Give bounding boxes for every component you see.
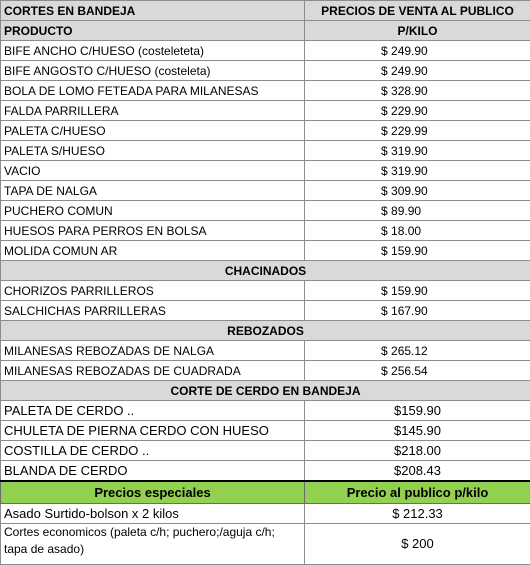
price-amount: 265.12 <box>391 343 428 358</box>
product-column-title: PRODUCTO <box>1 21 305 41</box>
product-name: MILANESAS REBOZADAS DE CUADRADA <box>1 361 305 381</box>
table-row <box>1 101 530 121</box>
product-name: CHORIZOS PARRILLEROS <box>1 281 305 301</box>
table-row <box>1 181 530 201</box>
product-name: Cortes economicos (paleta c/h; puchero;/aguja c/h; tapa de asado) <box>1 524 305 565</box>
price-amount: 309.90 <box>391 183 428 198</box>
table-row <box>1 221 530 241</box>
table-row <box>1 341 530 361</box>
product-price: $218.00 <box>305 441 530 461</box>
price-value <box>381 184 461 198</box>
price-amount: 249.90 <box>391 63 428 78</box>
table-row <box>1 401 530 421</box>
product-name: PALETA S/HUESO <box>1 141 305 161</box>
product-name: PALETA DE CERDO .. <box>1 401 305 421</box>
price-amount: 89.90 <box>391 203 422 218</box>
table-row <box>1 361 530 381</box>
price-amount: 229.99 <box>391 123 428 138</box>
product-name: COSTILLA DE CERDO .. <box>1 441 305 461</box>
table-row <box>1 161 530 181</box>
table-row <box>1 281 530 301</box>
currency-symbol: $ <box>381 63 388 78</box>
price-amount: 159.90 <box>391 243 428 258</box>
currency-symbol: $ <box>381 243 388 258</box>
product-name: MOLIDA COMUN AR <box>1 241 305 261</box>
special-title: Precios especiales <box>1 481 305 504</box>
section-header-row <box>1 321 530 341</box>
price-amount: 319.90 <box>391 163 428 178</box>
product-price <box>305 61 530 81</box>
currency-symbol: $ <box>381 43 388 58</box>
price-value <box>381 304 461 318</box>
product-name: PALETA C/HUESO <box>1 121 305 141</box>
product-price: $ 200 <box>305 524 530 565</box>
table-row <box>1 421 530 441</box>
product-name: Asado Surtido-bolson x 2 kilos <box>1 504 305 524</box>
currency-symbol: $ <box>381 163 388 178</box>
price-value <box>381 164 461 178</box>
price-amount: 18.00 <box>391 223 422 238</box>
price-amount: 167.90 <box>391 303 428 318</box>
price-value <box>381 284 461 298</box>
product-name: PUCHERO COMUN <box>1 201 305 221</box>
currency-symbol: $ <box>381 83 388 98</box>
product-name: SALCHICHAS PARRILLERAS <box>1 301 305 321</box>
product-name: TAPA DE NALGA <box>1 181 305 201</box>
product-price: $ 212.33 <box>305 504 530 524</box>
table-row <box>1 524 530 565</box>
special-header-row <box>1 481 530 504</box>
header-row <box>1 21 530 41</box>
price-value <box>381 244 461 258</box>
product-price <box>305 161 530 181</box>
product-price <box>305 301 530 321</box>
product-name: FALDA PARRILLERA <box>1 101 305 121</box>
price-amount: 319.90 <box>391 143 428 158</box>
product-price <box>305 101 530 121</box>
product-price <box>305 201 530 221</box>
currency-symbol: $ <box>381 143 388 158</box>
product-price <box>305 281 530 301</box>
price-value <box>381 204 461 218</box>
currency-symbol: $ <box>381 203 388 218</box>
product-price: $208.43 <box>305 461 530 482</box>
price-amount: 159.90 <box>391 283 428 298</box>
section-title: CORTE DE CERDO EN BANDEJA <box>1 381 530 401</box>
currency-symbol: $ <box>381 363 388 378</box>
table-row <box>1 201 530 221</box>
product-name: VACIO <box>1 161 305 181</box>
price-value <box>381 144 461 158</box>
table-row <box>1 301 530 321</box>
product-name: BIFE ANCHO C/HUESO (costeleteta) <box>1 41 305 61</box>
table-row <box>1 441 530 461</box>
section-title: CORTES EN BANDEJA <box>1 1 305 21</box>
price-amount: 229.90 <box>391 103 428 118</box>
product-price <box>305 221 530 241</box>
product-name: CHULETA DE PIERNA CERDO CON HUESO <box>1 421 305 441</box>
currency-symbol: $ <box>381 283 388 298</box>
price-value <box>381 84 461 98</box>
price-column-title: PRECIOS DE VENTA AL PUBLICO <box>305 1 530 21</box>
price-amount: 249.90 <box>391 43 428 58</box>
price-value <box>381 44 461 58</box>
section-title: REBOZADOS <box>1 321 530 341</box>
currency-symbol: $ <box>381 103 388 118</box>
price-value <box>381 344 461 358</box>
product-name: BIFE ANGOSTO C/HUESO (costeleta) <box>1 61 305 81</box>
price-value <box>381 364 461 378</box>
section-header-row <box>1 381 530 401</box>
header-row <box>1 1 530 21</box>
product-price: $159.90 <box>305 401 530 421</box>
table-row <box>1 141 530 161</box>
product-name: BOLA DE LOMO FETEADA PARA MILANESAS <box>1 81 305 101</box>
table-row <box>1 61 530 81</box>
product-price <box>305 121 530 141</box>
table-row <box>1 504 530 524</box>
price-value <box>381 64 461 78</box>
section-header-row <box>1 261 530 281</box>
currency-symbol: $ <box>381 343 388 358</box>
table-row <box>1 81 530 101</box>
product-name: HUESOS PARA PERROS EN BOLSA <box>1 221 305 241</box>
product-price <box>305 181 530 201</box>
currency-symbol: $ <box>381 223 388 238</box>
price-unit-title: P/KILO <box>305 21 530 41</box>
price-amount: 328.90 <box>391 83 428 98</box>
product-price <box>305 81 530 101</box>
product-name: BLANDA DE CERDO <box>1 461 305 482</box>
price-value <box>381 104 461 118</box>
product-price <box>305 141 530 161</box>
table-row <box>1 41 530 61</box>
price-value <box>381 124 461 138</box>
product-price <box>305 241 530 261</box>
currency-symbol: $ <box>381 183 388 198</box>
special-price-title: Precio al publico p/kilo <box>305 481 530 504</box>
table-row <box>1 241 530 261</box>
product-price <box>305 341 530 361</box>
product-price <box>305 361 530 381</box>
product-price <box>305 41 530 61</box>
price-value <box>381 224 461 238</box>
section-title: CHACINADOS <box>1 261 530 281</box>
product-name: MILANESAS REBOZADAS DE NALGA <box>1 341 305 361</box>
currency-symbol: $ <box>381 123 388 138</box>
price-amount: 256.54 <box>391 363 428 378</box>
product-price: $145.90 <box>305 421 530 441</box>
table-row <box>1 121 530 141</box>
currency-symbol: $ <box>381 303 388 318</box>
table-row <box>1 461 530 482</box>
